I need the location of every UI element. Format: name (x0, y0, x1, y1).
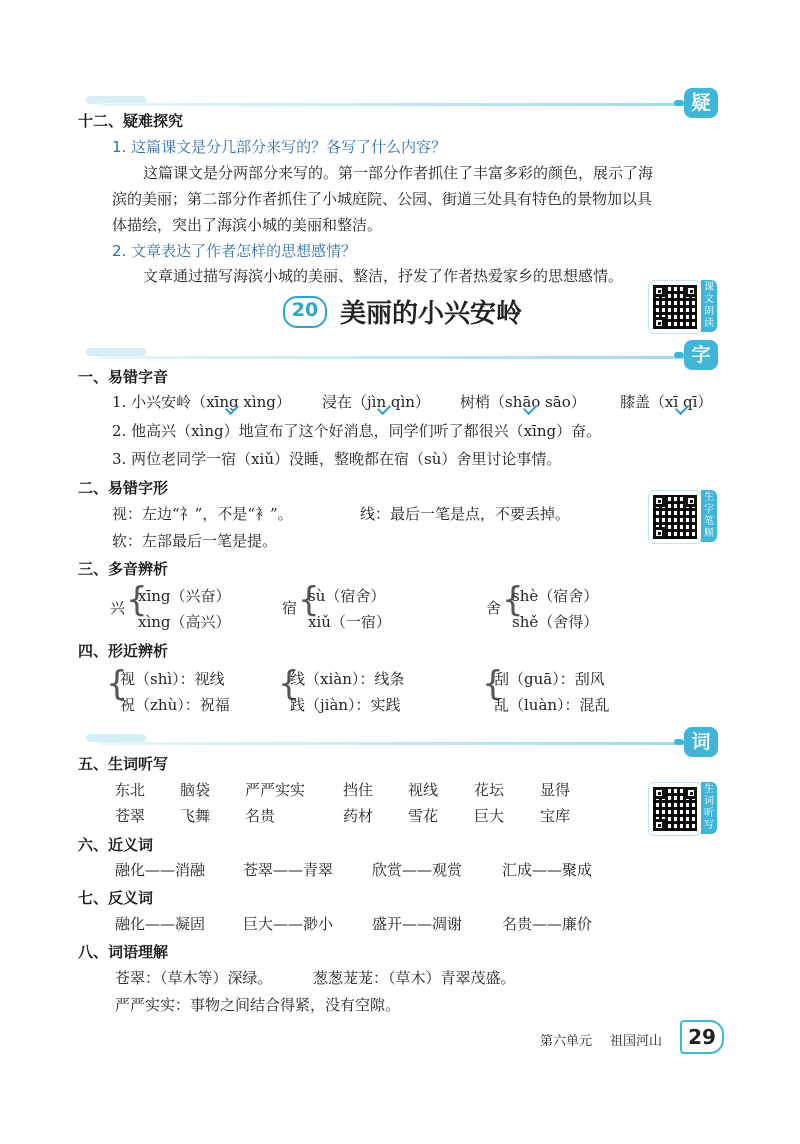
similar-char: 刮（guā）：刮风 (494, 670, 605, 688)
badge-yi: 疑 (684, 88, 718, 118)
section-heading: 八、词语理解 (78, 943, 169, 961)
antonym-pair: 融化——凝固 (115, 915, 206, 933)
brace-icon: { (126, 580, 148, 620)
vocab-word: 脑袋 (180, 781, 211, 799)
section-heading: 十二、疑难探究 (78, 112, 184, 130)
pinyin-item: 树梢（shāo sāo） (460, 393, 586, 411)
cloud-decoration (86, 348, 146, 356)
qr-tag-read: 课文朗读 (701, 280, 717, 332)
section-heading: 四、形近辨析 (78, 642, 169, 660)
brace-icon: { (278, 664, 300, 704)
polyphone-char: 宿 (282, 599, 298, 617)
brace-icon: { (502, 580, 524, 620)
divider-band (100, 742, 694, 745)
antonym-pair: 巨大——渺小 (243, 915, 334, 933)
vocab-word: 雪花 (408, 807, 439, 825)
vocab-word: 严严实实 (245, 781, 306, 799)
polyphone-reading: xiǔ（一宿） (308, 613, 391, 631)
section-heading: 三、多音辨析 (78, 560, 169, 578)
word-definition: 苍翠：（草木等）深绿。 (115, 969, 273, 987)
polyphone-reading: xìng（高兴） (138, 613, 231, 631)
similar-char: 践（jiàn）：实践 (290, 696, 401, 714)
page-number: 29 (680, 1020, 724, 1054)
synonym-pair: 欣赏——观赏 (372, 861, 463, 879)
vocab-word: 宝库 (540, 807, 571, 825)
qr-tag-dictation: 生词听写 (701, 782, 717, 834)
vocab-word: 花坛 (474, 781, 505, 799)
answer-2: 文章通过描写海滨小城的美丽、整洁，抒发了作者热爱家乡的思想感情。 (143, 267, 624, 285)
polyphone-reading: shě（舍得） (512, 613, 599, 631)
polyphone-reading: sù（宿舍） (308, 587, 386, 605)
brace-icon: { (482, 664, 504, 704)
badge-zi: 字 (684, 340, 718, 370)
polyphone-reading: xīng（兴奋） (138, 587, 231, 605)
antonym-pair: 名贵——廉价 (502, 915, 593, 933)
lesson-number: 20 (291, 299, 319, 321)
synonym-pair: 融化——消融 (115, 861, 206, 879)
section-heading: 二、易错字形 (78, 479, 169, 497)
pinyin-item: 浸在（jìn qìn） (322, 393, 430, 411)
word-definition: 严严实实：事物之间结合得紧，没有空隙。 (115, 996, 401, 1014)
similar-char: 线（xiàn）：线条 (290, 670, 405, 688)
section-heading: 六、近义词 (78, 836, 154, 854)
lesson-title: 美丽的小兴安岭 (340, 299, 523, 329)
vocab-word: 巨大 (474, 807, 505, 825)
vocab-word: 视线 (408, 781, 439, 799)
pinyin-item: 膝盖（xī qī） (620, 393, 713, 411)
form-note: 软：左部最后一笔是提。 (112, 532, 278, 550)
brace-icon: { (106, 664, 128, 704)
answer-1-line-2: 滨的美丽；第二部分作者抓住了小城庭院、公园、街道三处具有特色的景物加以具 (112, 190, 653, 208)
vocab-word: 飞舞 (180, 807, 211, 825)
vocab-word: 东北 (115, 781, 146, 799)
section-heading: 七、反义词 (78, 889, 154, 907)
question-2: 2. 文章表达了作者怎样的思想感情？ (112, 242, 357, 260)
similar-char: 祝（zhù）：祝福 (120, 696, 230, 714)
antonym-pair: 盛开——凋谢 (372, 915, 463, 933)
answer-1-line-1: 这篇课文是分两部分来写的。第一部分作者抓住了丰富多彩的颜色，展示了海 (143, 164, 654, 182)
synonym-pair: 汇成——聚成 (502, 861, 593, 879)
pinyin-item: 1. 小兴安岭（xīng xìng） (112, 393, 291, 411)
polyphone-reading: shè（宿舍） (512, 587, 599, 605)
similar-char: 视（shì）：视线 (120, 670, 225, 688)
brace-icon: { (298, 580, 320, 620)
qr-tag-stroke: 生字笔顺 (701, 490, 717, 542)
section-heading: 一、易错字音 (78, 368, 169, 386)
pinyin-sentence: 3. 两位老同学一宿（xiǔ）没睡，整晚都在宿（sù）舍里讨论事情。 (112, 450, 562, 468)
vocab-word: 显得 (540, 781, 571, 799)
vocab-word: 名贵 (245, 807, 276, 825)
vocab-word: 药材 (343, 807, 374, 825)
polyphone-char: 兴 (110, 599, 126, 617)
section-heading: 五、生词听写 (78, 755, 169, 773)
qr-code[interactable] (648, 280, 702, 334)
footer-theme: 祖国河山 (610, 1034, 663, 1049)
qr-code[interactable] (648, 490, 702, 544)
badge-ci: 词 (684, 727, 718, 757)
pinyin-sentence: 2. 他高兴（xìng）地宣布了这个好消息，同学们听了都很兴（xīng）奋。 (112, 422, 602, 440)
divider-band (100, 356, 694, 359)
form-note: 视：左边“礻”，不是“衤”。 (112, 505, 293, 523)
vocab-word: 挡住 (343, 781, 374, 799)
synonym-pair: 苍翠——青翠 (243, 861, 334, 879)
word-definition: 葱葱茏茏：（草木）青翠茂盛。 (313, 969, 516, 987)
qr-code[interactable] (648, 782, 702, 836)
question-1: 1. 这篇课文是分几部分来写的？各写了什么内容？ (112, 138, 447, 156)
polyphone-char: 舍 (486, 599, 502, 617)
footer-unit: 第六单元 (540, 1034, 593, 1049)
form-note: 线：最后一笔是点，不要丢掉。 (360, 505, 571, 523)
cloud-decoration (86, 734, 146, 742)
answer-1-line-3: 体描绘，突出了海滨小城的美丽和整洁。 (112, 216, 383, 234)
similar-char: 乱（luàn）：混乱 (494, 696, 610, 714)
divider-band (100, 103, 694, 106)
vocab-word: 苍翠 (115, 807, 146, 825)
